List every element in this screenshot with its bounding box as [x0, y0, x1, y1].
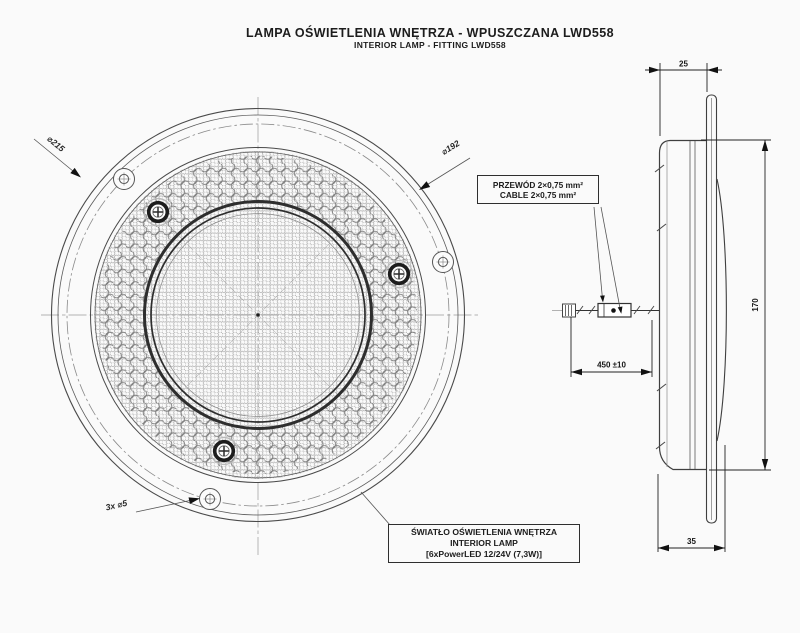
lamp-callout-leader [361, 492, 390, 525]
screw-icon [145, 199, 172, 226]
front-view [34, 97, 478, 556]
cable-callout-box [477, 175, 599, 204]
side-view [552, 60, 771, 553]
cable-assembly [563, 304, 660, 318]
lamp-callout-spec: [6xPowerLED 12/24V (7,3W)] [425, 549, 543, 559]
lamp-callout-polish: ŚWIATŁO OŚWIETLENIA WNĘTRZA [410, 527, 558, 537]
cable-callout-english: CABLE 2×0,75 mm² [499, 189, 577, 200]
dim-170-text: 170 [751, 298, 760, 312]
dim-35-text: 35 [687, 537, 696, 546]
center-mark [256, 313, 260, 317]
mounting-hole [114, 169, 135, 190]
dim-450-text: 450 ±10 [597, 360, 626, 370]
drawing-title [100, 26, 760, 50]
inner-diameter-text: ⌀192 [439, 138, 462, 157]
wire-ends [563, 304, 576, 317]
lamp-callout-box [388, 524, 580, 563]
cable-callout-polish: PRZEWÓD 2×0,75 mm² [492, 179, 584, 190]
lamp-housing [660, 141, 707, 470]
label-mounting-holes [105, 495, 201, 512]
title-line-polish: LAMPA OŚWIETLENIA WNĘTRZA - WPUSZCZANA LWD558 [246, 26, 614, 40]
title-line-english: INTERIOR LAMP - FITTING LWD558 [354, 40, 506, 50]
connector-dot [611, 308, 616, 313]
mounting-hole [433, 252, 454, 273]
mounting-hole [200, 489, 221, 510]
lamp-callout-english: INTERIOR LAMP [450, 538, 518, 548]
screw-icon [211, 438, 238, 465]
cable-callout-leaders [594, 207, 624, 314]
dim-25-text: 25 [679, 59, 688, 69]
label-inner-diameter [417, 138, 470, 193]
screw-icon [386, 261, 413, 288]
outer-diameter-text: ⌀215 [45, 133, 67, 154]
mounting-holes-text: 3x ⌀5 [104, 497, 129, 513]
label-outer-diameter [34, 134, 83, 181]
dimension-cable-length [571, 317, 652, 377]
lens-dome-profile [717, 179, 726, 441]
